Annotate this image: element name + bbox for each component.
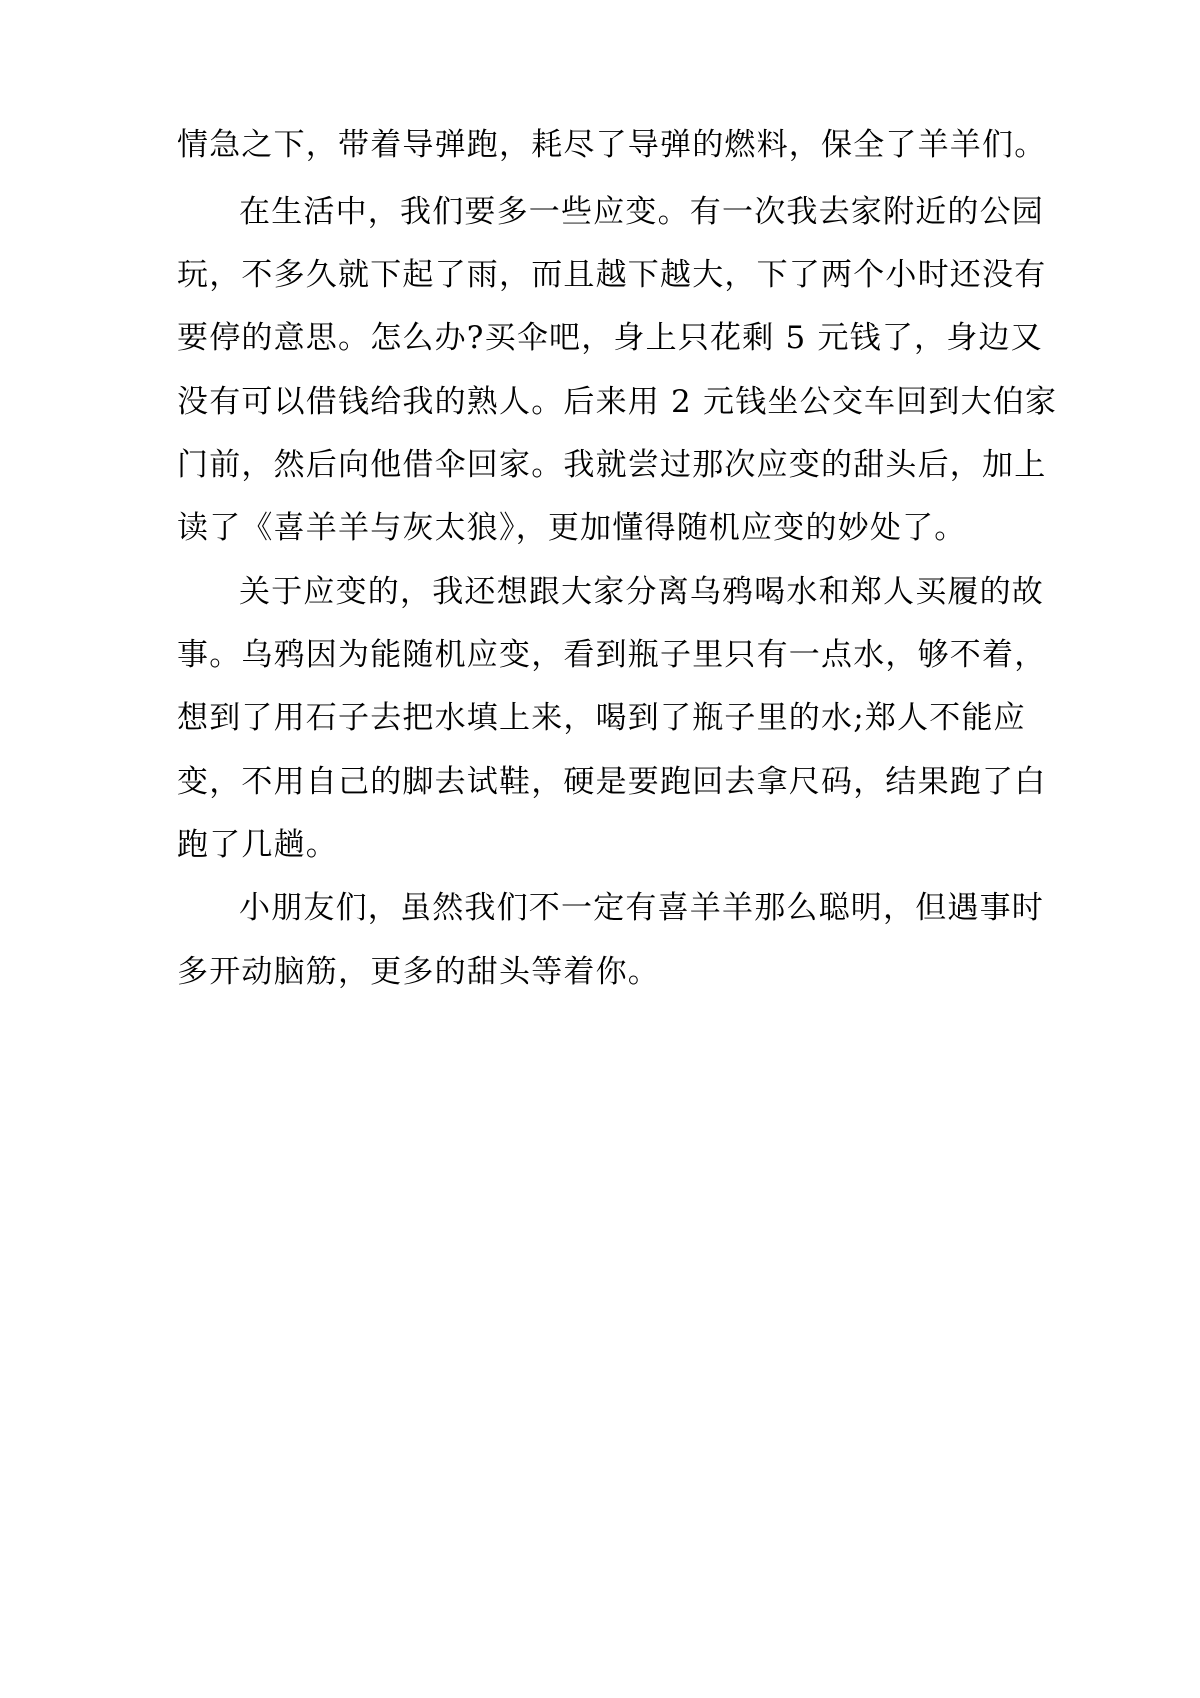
paragraph-line: 门前，然后向他借伞回家。我就尝过那次应变的甜头后，加上: [177, 447, 1047, 483]
paragraph-line: 没有可以借钱给我的熟人。后来用 2 元钱坐公交车回到大伯家: [177, 384, 1058, 420]
paragraph-line: 读了《喜羊羊与灰太狼》，更加懂得随机应变的妙处了。: [177, 510, 967, 546]
paragraph-line: 想到了用石子去把水填上来，喝到了瓶子里的水;郑人不能应: [177, 700, 1026, 736]
paragraph-line: 在生活中，我们要多一些应变。有一次我去家附近的公园: [239, 194, 1044, 230]
paragraph-line: 事。乌鸦因为能随机应变，看到瓶子里只有一点水，够不着，: [177, 637, 1047, 673]
paragraph-line: 情急之下，带着导弹跑，耗尽了导弹的燃料，保全了羊羊们。: [177, 127, 1047, 163]
paragraph-line: 要停的意思。怎么办?买伞吧，身上只花剩 5 元钱了，身边又: [177, 320, 1043, 356]
paragraph-line: 多开动脑筋，更多的甜头等着你。: [177, 954, 660, 990]
paragraph-line: 变，不用自己的脚去试鞋，硬是要跑回去拿尺码，结果跑了白: [177, 764, 1047, 800]
paragraph-line: 关于应变的，我还想跟大家分离乌鸦喝水和郑人买履的故: [239, 574, 1044, 610]
paragraph-line: 玩，不多久就下起了雨，而且越下越大，下了两个小时还没有: [177, 257, 1047, 293]
paragraph-line: 跑了几趟。: [177, 827, 338, 863]
paragraph-line: 小朋友们，虽然我们不一定有喜羊羊那么聪明，但遇事时: [239, 890, 1044, 926]
